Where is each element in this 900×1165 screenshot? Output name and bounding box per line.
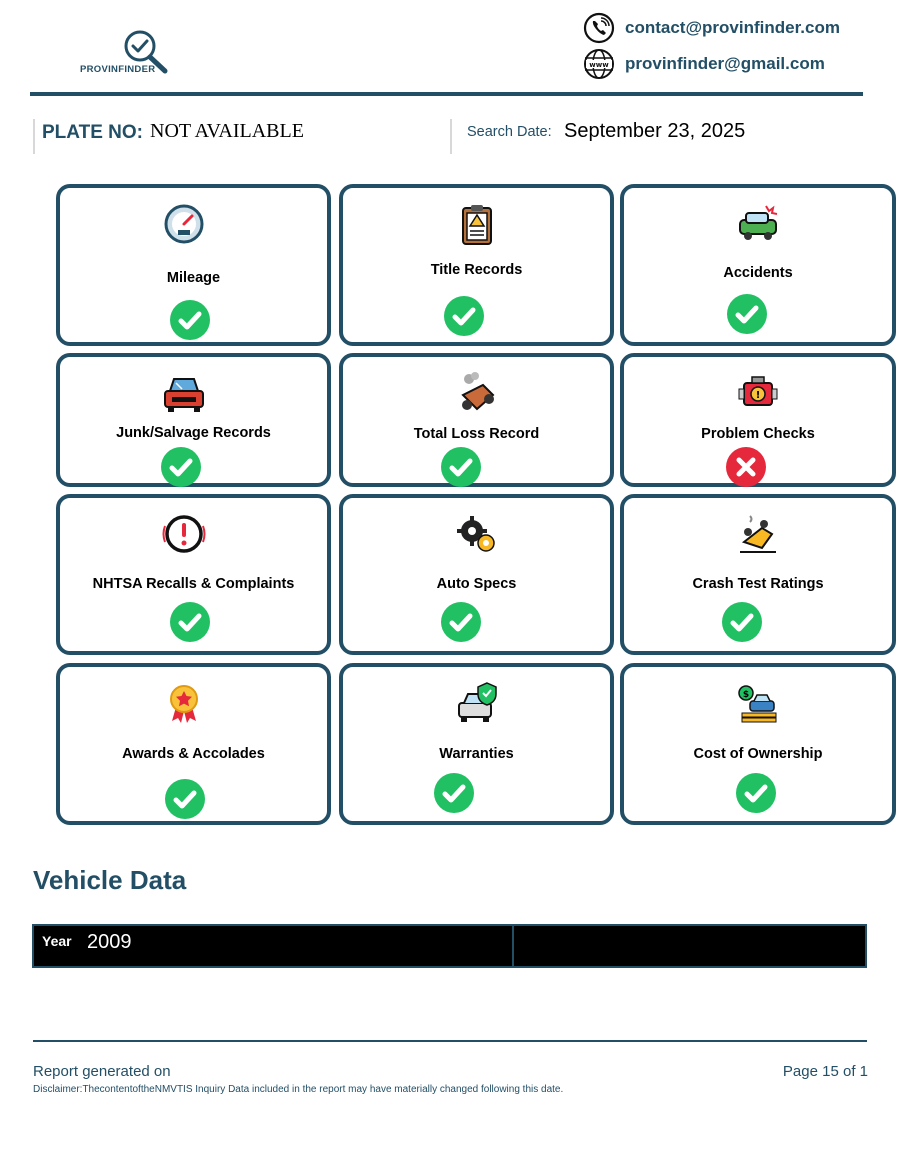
award-medal-icon [162, 681, 206, 725]
plate-divider [33, 119, 35, 154]
car-shield-icon [455, 681, 499, 725]
vehicle-data-key: Year [42, 933, 72, 949]
check-card-problem-checks [620, 353, 896, 487]
overturned-car-icon [736, 512, 780, 556]
contact-email[interactable]: contact@provinfinder.com [625, 18, 840, 37]
check-card-label: Total Loss Record [413, 426, 540, 442]
gears-icon [455, 512, 499, 556]
check-pass-icon [161, 447, 201, 487]
check-card-label: Crash Test Ratings [692, 576, 824, 592]
check-card-cost-of-ownership [620, 663, 896, 825]
header-divider [30, 92, 863, 96]
globe-www-icon [583, 48, 615, 80]
brand-name: PROVINFINDER [80, 64, 156, 75]
phone-icon [583, 12, 615, 44]
check-pass-icon [170, 300, 210, 340]
check-card-nhtsa-recalls-complaints [56, 494, 331, 655]
vehicle-data-cell-empty [514, 926, 865, 966]
check-card-total-loss-record [339, 353, 614, 487]
check-pass-icon [444, 296, 484, 336]
vehicle-data-table [32, 924, 867, 968]
check-pass-icon [441, 447, 481, 487]
check-card-accidents [620, 184, 896, 346]
clipboard-warning-icon [455, 202, 499, 246]
vehicle-data-cell [34, 926, 514, 966]
disclaimer-text: Disclaimer:ThecontentoftheNMVTIS Inquiry Data included in the report may have materially changed following this date. [33, 1084, 564, 1095]
page-number: Page 15 of 1 [782, 1063, 868, 1080]
check-fail-icon [726, 447, 766, 487]
footer-divider [33, 1040, 867, 1042]
damaged-car-icon [162, 371, 206, 415]
svg-text:www: www [589, 61, 609, 69]
check-pass-icon [722, 602, 762, 642]
vehicle-data-title: Vehicle Data [33, 865, 187, 895]
alert-circle-icon [162, 512, 206, 556]
check-pass-icon [165, 779, 205, 819]
check-pass-icon [441, 602, 481, 642]
svg-text:!: ! [755, 390, 761, 401]
engine-warning-icon [736, 371, 780, 415]
contact-website-row [583, 48, 825, 80]
search-date-value: September 23, 2025 [564, 120, 746, 142]
check-card-label: Junk/Salvage Records [116, 425, 271, 441]
check-card-label: Warranties [439, 746, 514, 762]
check-card-label: Title Records [430, 262, 523, 278]
check-card-label: Cost of Ownership [693, 746, 823, 762]
car-money-icon [736, 681, 780, 725]
check-pass-icon [170, 602, 210, 642]
check-card-label: Mileage [166, 270, 221, 286]
plate-value: NOT AVAILABLE [150, 120, 304, 142]
check-card-label: Accidents [723, 265, 793, 281]
check-card-auto-specs [339, 494, 614, 655]
check-pass-icon [727, 294, 767, 334]
wrecked-car-icon [455, 371, 499, 415]
contact-website[interactable]: provinfinder@gmail.com [625, 54, 825, 73]
check-card-title-records [339, 184, 614, 346]
car-crash-icon [736, 202, 780, 246]
plate-label: PLATE NO: [42, 122, 143, 143]
check-card-awards-accolades [56, 663, 331, 825]
search-divider [450, 119, 452, 154]
check-card-mileage [56, 184, 331, 346]
check-card-crash-test-ratings [620, 494, 896, 655]
check-card-warranties [339, 663, 614, 825]
check-pass-icon [736, 773, 776, 813]
check-card-junk-salvage-records [56, 353, 331, 487]
check-card-label: Problem Checks [701, 426, 815, 442]
check-card-label: Auto Specs [436, 576, 517, 592]
contact-email-row [583, 12, 840, 44]
check-pass-icon [434, 773, 474, 813]
report-generated-text: Report generated on [33, 1063, 171, 1080]
vehicle-data-value: 2009 [87, 931, 132, 953]
check-card-label: Awards & Accolades [122, 746, 265, 762]
check-card-label: NHTSA Recalls & Complaints [92, 576, 295, 592]
speedometer-icon [162, 202, 206, 246]
search-date-label: Search Date: [467, 124, 552, 140]
svg-text:$: $ [742, 690, 750, 700]
